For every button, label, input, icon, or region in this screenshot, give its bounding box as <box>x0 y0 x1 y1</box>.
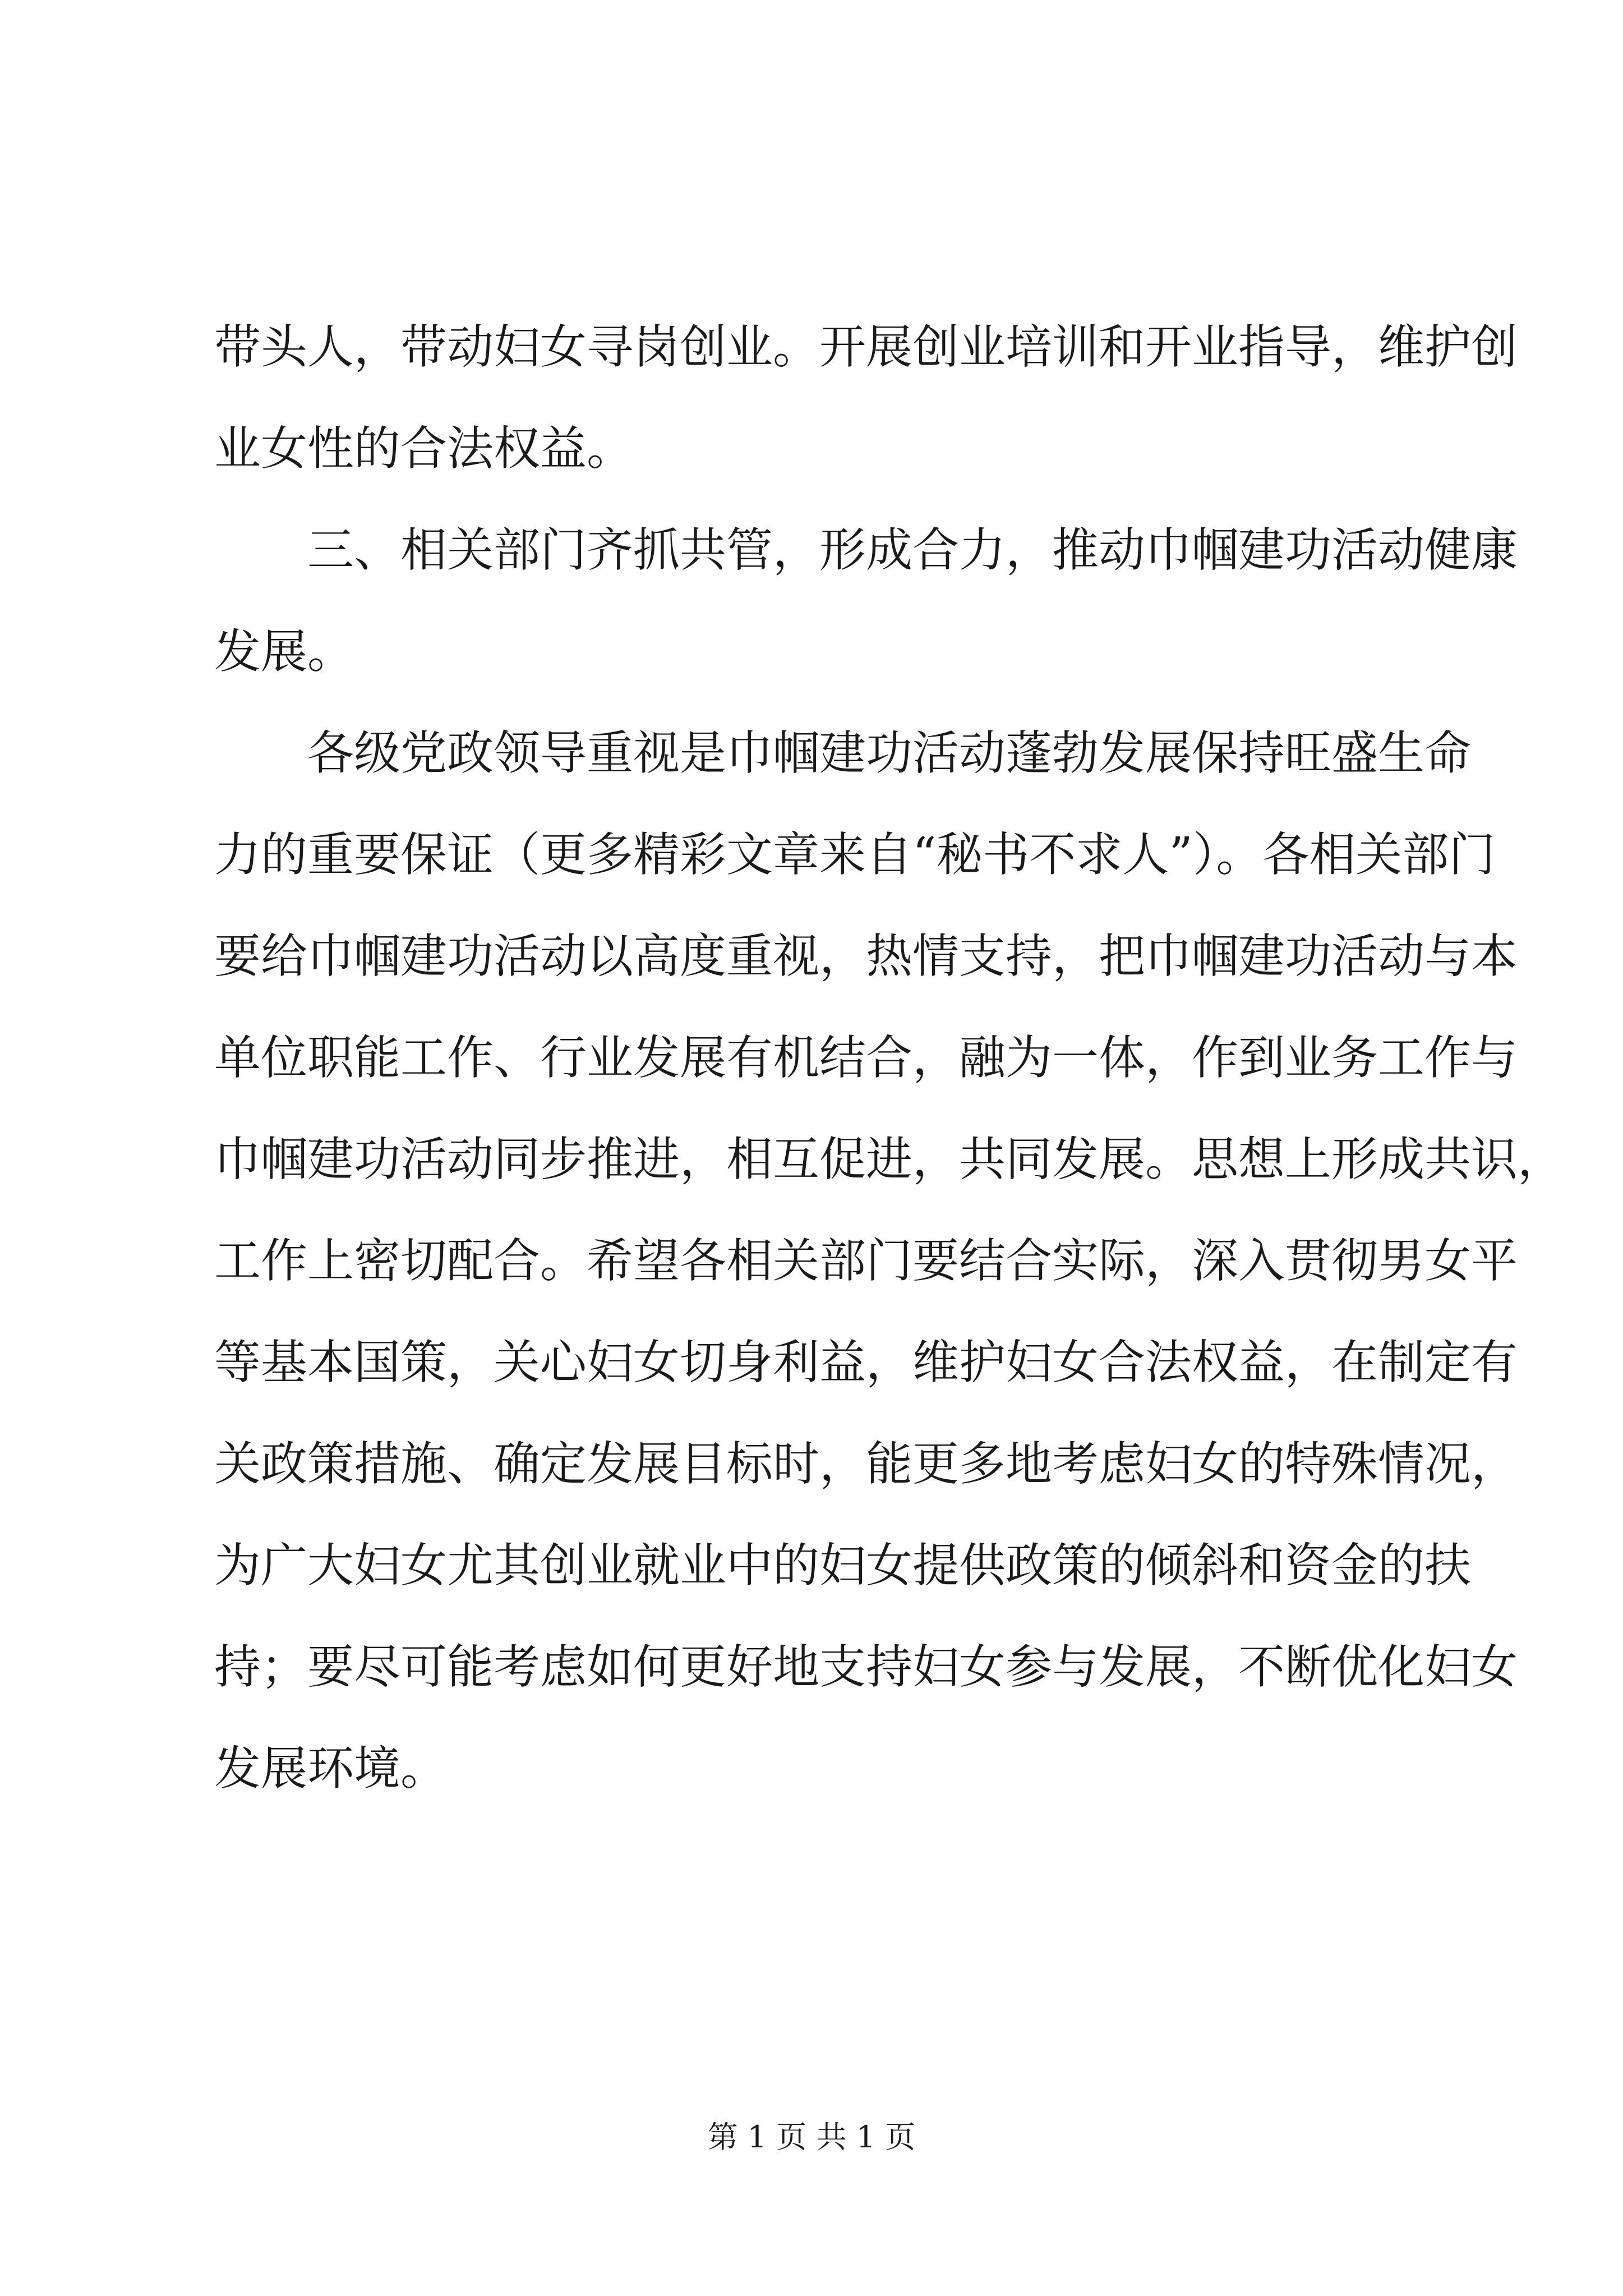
text-line: 单位职能工作、行业发展有机结合，融为一体，作到业务工作与 <box>214 1030 1518 1085</box>
text-line: 等基本国策，关心妇女切身利益，维护妇女合法权益，在制定有 <box>214 1335 1518 1389</box>
text-line: 要给巾帼建功活动以高度重视，热情支持，把巾帼建功活动与本 <box>214 929 1518 983</box>
text-line: 持；要尽可能考虑如何更好地支持妇女参与发展，不断优化妇女 <box>214 1640 1518 1694</box>
text-line: 工作上密切配合。希望各相关部门要结合实际，深入贯彻男女平 <box>214 1234 1518 1288</box>
page-number-footer: 第 1 页 共 1 页 <box>707 2119 916 2155</box>
section-heading-line: 发展。 <box>214 624 354 679</box>
text-line: 带头人，带动妇女寻岗创业。开展创业培训和开业指导，维护创 <box>214 320 1518 374</box>
section-heading-line: 三、相关部门齐抓共管，形成合力，推动巾帼建功活动健康 <box>307 523 1518 577</box>
text-line: 业女性的合法权益。 <box>214 421 633 476</box>
document-body <box>214 296 1564 1819</box>
text-line: 力的重要保证（更多精彩文章来自“秘书不求人”）。各相关部门 <box>214 827 1496 882</box>
text-line: 巾帼建功活动同步推进，相互促进，共同发展。思想上形成共识， <box>214 1132 1564 1186</box>
text-line: 各级党政领导重视是巾帼建功活动蓬勃发展保持旺盛生命 <box>307 726 1471 780</box>
text-line: 关政策措施、确定发展目标时，能更多地考虑妇女的特殊情况， <box>214 1437 1518 1491</box>
text-line: 发展环境。 <box>214 1741 447 1796</box>
text-line: 为广大妇女尤其创业就业中的妇女提供政策的倾斜和资金的扶 <box>214 1538 1471 1593</box>
